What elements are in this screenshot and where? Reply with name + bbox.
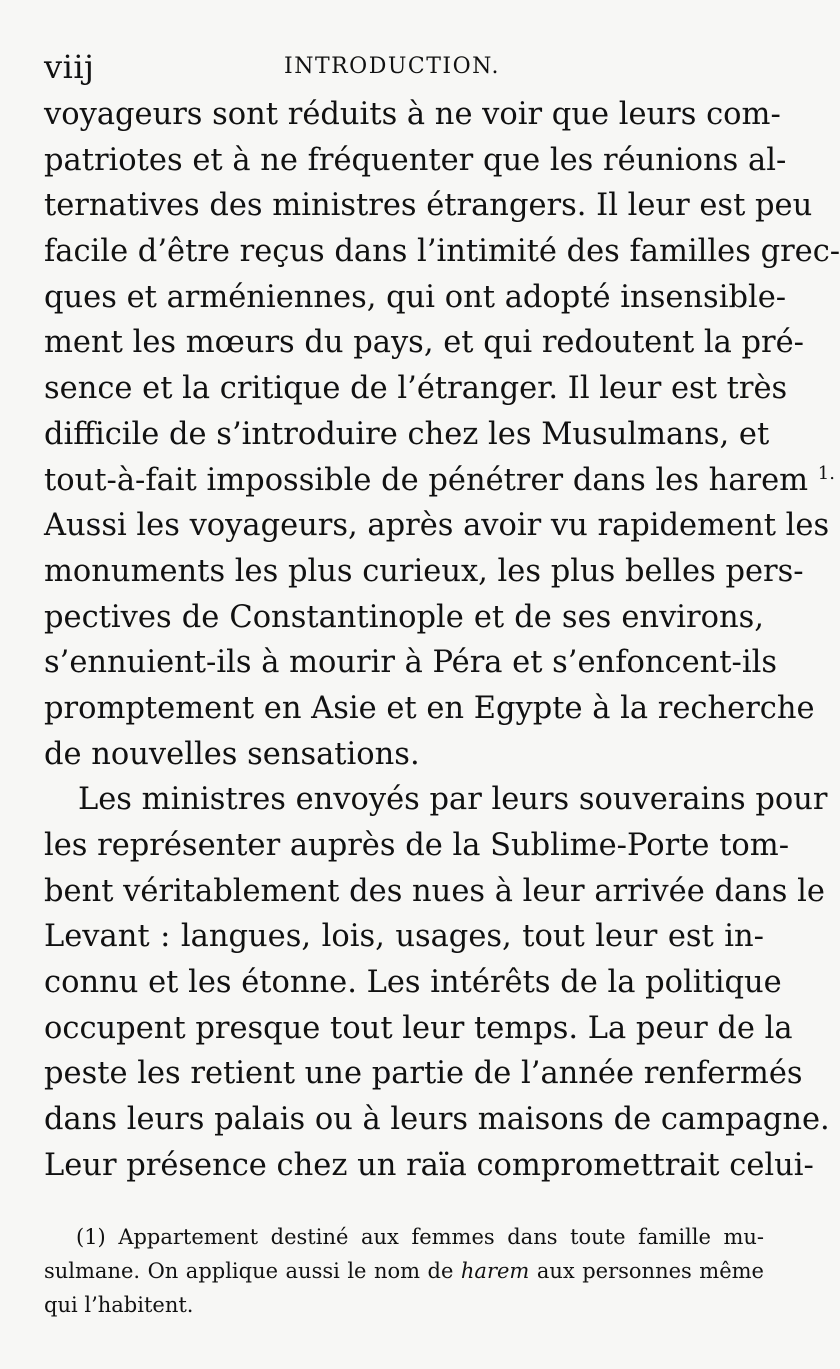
page-header <box>44 40 766 92</box>
text-line: peste les retient une partie de l’année renfermés <box>44 1056 803 1092</box>
text-line: Leur présence chez un raïa compromettrait celui- <box>44 1147 814 1183</box>
text-line: Aussi les voyageurs, après avoir vu rapidement les <box>44 508 830 544</box>
text-line: sence et la critique de l’étranger. Il leur est très <box>44 371 788 407</box>
text-line: bent véritablement des nues à leur arrivée dans le <box>44 873 825 909</box>
text-line: s’ennuient-ils à mourir à Péra et s’enfoncent-ils <box>44 645 777 681</box>
text-line: promptement en Asie et en Egypte à la recherche <box>44 690 815 726</box>
text-line: Les ministres envoyés par leurs souverains pour <box>78 782 828 818</box>
text-line: pectives de Constantinople et de ses environs, <box>44 599 764 635</box>
page-number: viij <box>44 48 95 86</box>
text-line: difficile de s’introduire chez les Musulmans, et <box>44 416 770 452</box>
text-line: monuments les plus curieux, les plus belles pers- <box>44 553 804 589</box>
text-line: ternatives des ministres étrangers. Il leur est peu <box>44 188 813 224</box>
footnote-text: sulmane. On applique aussi le nom de <box>44 1259 454 1283</box>
text-line: patriotes et à ne fréquenter que les réunions al- <box>44 142 787 178</box>
footnote <box>44 1220 764 1322</box>
text-line: Levant : langues, lois, usages, tout leur est in- <box>44 919 764 955</box>
footnote-line <box>44 1254 764 1288</box>
footnote-line: (1) Appartement destiné aux femmes dans toute famille mu- <box>76 1225 764 1249</box>
text-line: connu et les étonne. Les intérêts de la politique <box>44 965 782 1001</box>
text-line: facile d’être reçus dans l’intimité des familles grec- <box>44 234 840 270</box>
footnote-italic-term: harem <box>460 1259 530 1283</box>
text-line: ques et arméniennes, qui ont adopté insensible- <box>44 279 787 315</box>
footnote-line: qui l’habitent. <box>44 1293 194 1317</box>
footnote-reference[interactable]: 1. <box>817 462 835 484</box>
text-line: dans leurs palais ou à leurs maisons de campagne. <box>44 1102 830 1138</box>
footnote-text: aux personnes même <box>536 1259 764 1283</box>
paragraph-2 <box>44 777 830 1188</box>
text-line: les représenter auprès de la Sublime-Porte tom- <box>44 828 790 863</box>
text-line: occupent presque tout leur temps. La peur de la <box>44 1010 793 1046</box>
text-line-with-note <box>44 458 835 504</box>
running-head: INTRODUCTION. <box>284 54 500 79</box>
body-text <box>44 92 840 1189</box>
text-line: tout-à-fait impossible de pénétrer dans les harem <box>44 462 809 498</box>
text-line: voyageurs sont réduits à ne voir que leurs com- <box>44 97 781 132</box>
text-line: de nouvelles sensations. <box>44 736 420 772</box>
text-line: ment les mœurs du pays, et qui redoutent la pré- <box>44 325 804 361</box>
paragraph-1 <box>44 92 840 777</box>
